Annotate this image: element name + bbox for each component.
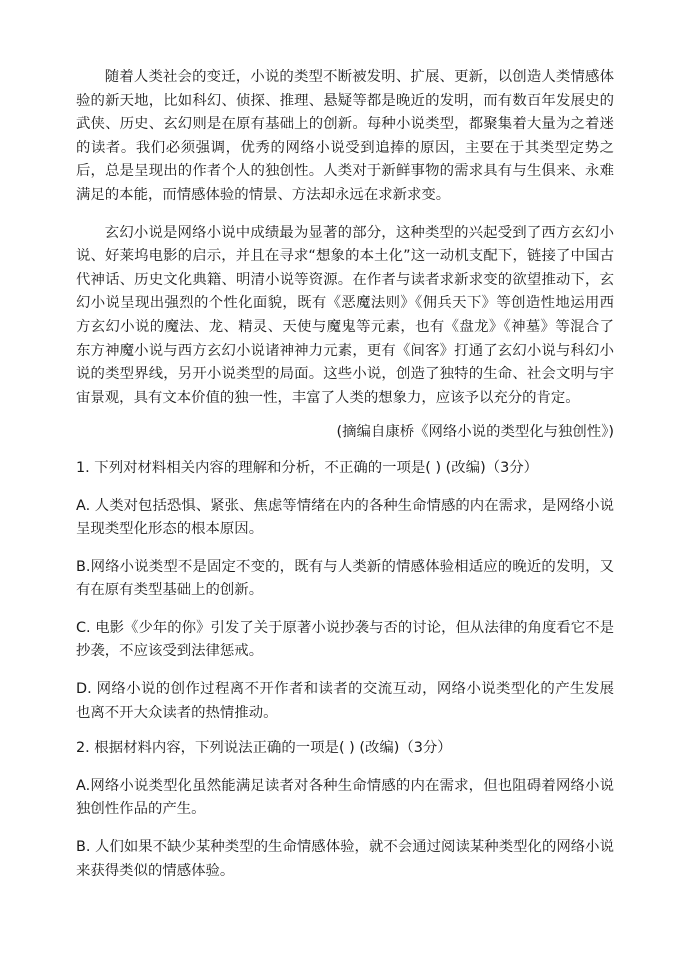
question-option: D. 网络小说的创作过程离不开作者和读者的交流互动，网络小说类型化的产生发展也离不开大众读者的热情推动。 <box>76 681 614 721</box>
question-stem: 2. 根据材料内容，下列说法正确的一项是( ) (改编)（3分） <box>76 740 452 757</box>
question-stem: 1. 下列对材料相关内容的理解和分析，不正确的一项是( ) (改编)（3分） <box>76 459 539 476</box>
question-option: C. 电影《少年的你》引发了关于原著小说抄袭与否的讨论，但从法律的角度看它不是抄袭，不应该受到法律惩戒。 <box>76 619 614 660</box>
question-option: A.网络小说类型化虽然能满足读者对各种生命情感的内在需求，但也阻碍着网络小说独创性作品的产生。 <box>76 777 614 818</box>
passage-paragraph: 随着人类社会的变迁，小说的类型不断被发明、扩展、更新，以创造人类情感体验的新天地，比如科幻、侦探、推理、悬疑等都是晚近的发明，而有数百年发展史的武侠、历史、玄幻则是在原有基础上的创新。每种小说类型，都聚集着大量为之着迷的读者。我们必须强调，优秀的网络小说受到追捧的原因，主要在于其类型定势之后，总是呈现出的作者个人的独创性。人类对于新鲜事物的需求具有与生俱来、永难满足的本能，而情感体验的情景、方法却永远在求新求变。 <box>76 69 614 203</box>
passage-source: (摘编自康桥《网络小说的类型化与独创性》) <box>336 424 614 441</box>
question-option: A. 人类对包括恐惧、紧张、焦虑等情绪在内的各种生命情感的内在需求，是网络小说呈现类型化形态的根本原因。 <box>76 497 614 538</box>
question-option: B.网络小说类型不是固定不变的，既有与人类新的情感体验相适应的晚近的发明，又有在原有类型基础上的创新。 <box>76 558 614 599</box>
passage-paragraph: 玄幻小说是网络小说中成绩最为显著的部分，这种类型的兴起受到了西方玄幻小说、好莱坞电影的启示，并且在寻求“想象的本土化”这一动机支配下，链接了中国古代神话、历史文化典籍、明清小说等资源。在作者与读者求新求变的欲望推动下，玄幻小说呈现出强烈的个性化面貌，既有《恶魔法则》《佣兵天下》等创造性地运用西方玄幻小说的魔法、龙、精灵、天使与魔鬼等元素，也有《盘龙》《神墓》等混合了东方神魔小说与西方玄幻小说诸神神力元素，更有《间客》打通了玄幻小说与科幻小说的类型界线，另开小说类型的局面。这些小说，创造了独特的生命、社会文明与宇宙景观，具有文本价值的独一性，丰富了人类的想象力，应该予以充分的肯定。 <box>76 224 614 406</box>
question-option: B. 人们如果不缺少某种类型的生命情感体验，就不会通过阅读某种类型化的网络小说来获得类似的情感体验。 <box>76 839 614 879</box>
document-page <box>76 66 614 883</box>
